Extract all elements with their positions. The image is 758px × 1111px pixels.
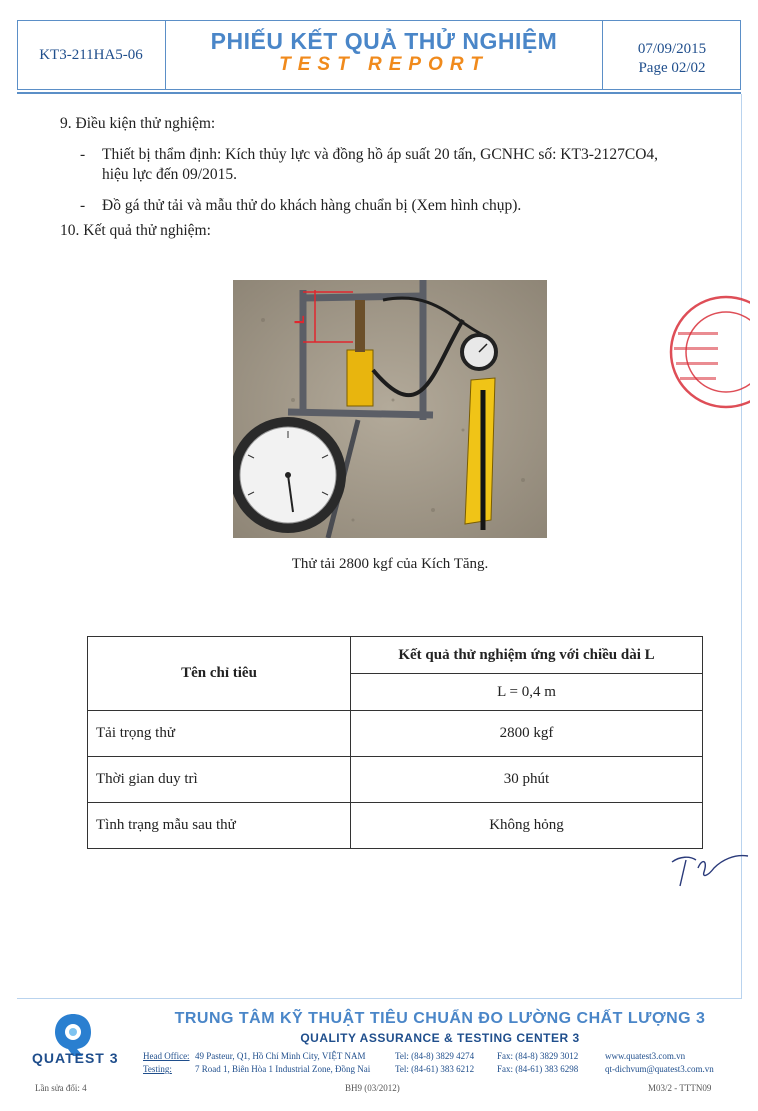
table-row — [88, 803, 703, 849]
row-name: Thời gian duy trì — [88, 757, 351, 803]
stamp — [664, 292, 750, 432]
bullet-equipment: Thiết bị thẩm định: Kích thủy lực và đồng hồ áp suất 20 tấn, GCNHC số: KT3-2127CO4, hiệu lực đến 09/2015. — [102, 146, 659, 183]
signature — [668, 850, 752, 892]
page-title: PHIẾU KẾT QUẢ THỬ NGHIỆM — [210, 28, 558, 54]
section-10-heading: 10. Kết quả thử nghiệm: — [60, 222, 211, 239]
stamp-seal-icon — [664, 292, 750, 432]
footer-divider — [17, 998, 741, 999]
row-value: Không hỏng — [351, 803, 703, 849]
testing-fax: Fax: (84-61) 383 6298 — [497, 1064, 579, 1074]
logo-wordmark: QUATEST 3 — [32, 1050, 119, 1066]
header-date-block — [603, 40, 741, 78]
head-office-tel: Tel: (84-8) 3829 4274 — [395, 1051, 475, 1061]
page-subtitle: TEST REPORT — [279, 54, 489, 75]
report-date: 07/09/2015 — [637, 41, 707, 57]
email-link[interactable]: qt-dichvum@quatest3.com.vn — [605, 1064, 714, 1074]
col-header-criteria: Tên chỉ tiêu — [88, 637, 351, 711]
results-table — [87, 636, 703, 849]
bullet-fixture: Đồ gá thử tải và mẫu thử do khách hàng chuẩn bị (Xem hình chụp). — [102, 197, 522, 214]
row-value: 2800 kgf — [351, 711, 703, 757]
photo-caption: Thử tải 2800 kgf của Kích Tăng. — [291, 556, 489, 572]
head-office-fax: Fax: (84-8) 3829 3012 — [497, 1051, 579, 1061]
bullet-dash: - — [80, 146, 86, 163]
head-office-label: Head Office: — [143, 1051, 190, 1061]
header-underline — [17, 92, 741, 94]
doc-code: KT3-211HA5-06 — [39, 46, 143, 63]
row-name: Tình trạng mẫu sau thử — [88, 803, 351, 849]
test-photo — [233, 280, 547, 538]
revision-number: Lần sửa đổi: 4 — [35, 1083, 87, 1093]
testing-tel: Tel: (84-61) 383 6212 — [395, 1064, 475, 1074]
dimension-label: L — [291, 315, 307, 324]
section-9-heading: 9. Điều kiện thử nghiệm: — [60, 115, 216, 132]
org-name-vn: TRUNG TÂM KỸ THUẬT TIÊU CHUẨN ĐO LƯỜNG CHẤT LƯỢNG 3 — [174, 1010, 706, 1027]
table-header-row — [88, 637, 703, 674]
col-header-result: Kết quả thử nghiệm ứng với chiều dài L — [351, 637, 703, 674]
bullet-dash: - — [80, 197, 86, 214]
signature-mark-icon — [668, 850, 752, 892]
form-reference: M03/2 - TTTN09 — [648, 1083, 712, 1093]
testing-address: 7 Road 1, Biên Hòa 1 Industrial Zone, Đồng Nai — [195, 1064, 371, 1074]
org-name-en: QUALITY ASSURANCE & TESTING CENTER 3 — [300, 1031, 580, 1045]
table-row — [88, 711, 703, 757]
website-link[interactable]: www.quatest3.com.vn — [605, 1051, 686, 1061]
row-value: 30 phút — [351, 757, 703, 803]
form-code: BH9 (03/2012) — [345, 1083, 400, 1093]
head-office-address: 49 Pasteur, Q1, Hồ Chí Minh City, VIỆT NAM — [195, 1051, 366, 1061]
page-number: Page 02/02 — [638, 60, 706, 76]
col-subheader-length: L = 0,4 m — [351, 674, 703, 711]
testing-label: Testing: — [143, 1064, 172, 1074]
row-name: Tải trọng thử — [88, 711, 351, 757]
test-photo-illustration — [233, 280, 547, 538]
table-row — [88, 757, 703, 803]
